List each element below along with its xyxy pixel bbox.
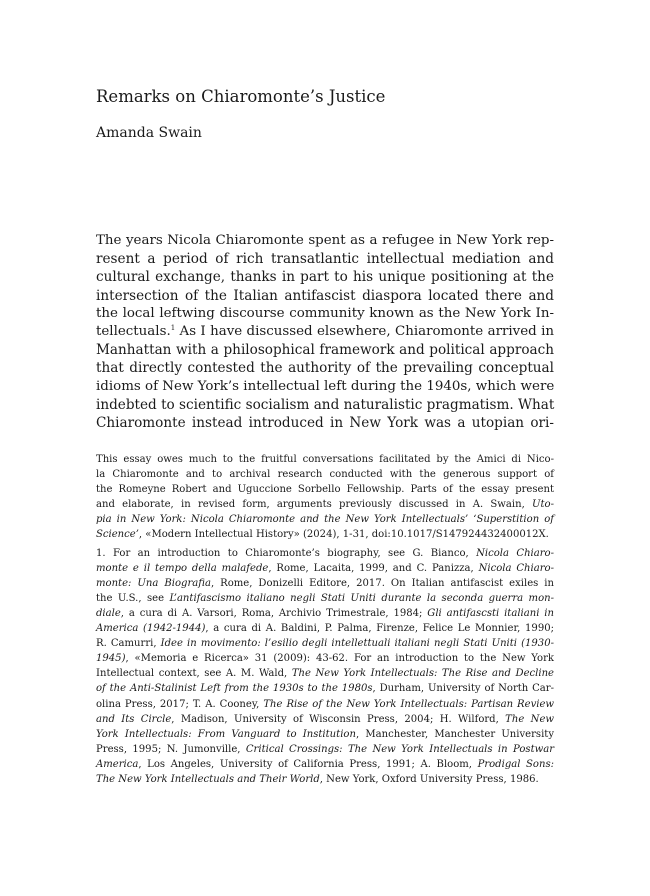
body-line: resent a period of rich transatlantic intellectual mediation and <box>96 251 554 268</box>
footnote-ref-1: 1 <box>170 323 176 332</box>
body-paragraph <box>96 232 554 432</box>
article-title: Remarks on Chiaromonte’s Justice <box>96 87 386 106</box>
body-line: tellectuals.$^1$ As I have discussed elsewhere, Chiaromonte arrived in <box>96 323 554 339</box>
body-line: intersection of the Italian antifascist diaspora located there and <box>96 287 554 304</box>
body-line: the local leftwing discourse community known as the New York In- <box>96 305 554 321</box>
note-line: and elaborate, in revised form, arguments previously discussed in A. Swain, Uto- <box>96 499 554 511</box>
note-line: 1. For an introduction to Chiaromonte’s biography, see G. Bianco, Nicola Chiaro- <box>96 547 555 559</box>
footnote-1 <box>96 546 554 788</box>
body-line: The years Nicola Chiaromonte spent as a refugee in New York rep- <box>96 233 554 248</box>
note-line: the U.S., see L’antifascismo italiano negli Stati Uniti durante la seconda guerra mon- <box>96 592 554 604</box>
note-line: America (1942-1944), a cura di A. Baldini, P. Palma, Firenze, Felice Le Monnier, 1990; <box>96 623 554 635</box>
note-line: This essay owes much to the fruitful conversations facilitated by the Amici di Nico- <box>96 454 554 465</box>
note-line: York Intellectuals: From Vanguard to Institution, Manchester, Manchester University <box>96 728 554 740</box>
body-line: Manhattan with a philosophical framework and political approach <box>96 342 554 359</box>
note-line: the Romeyne Robert and Uguccione Sorbello Fellowship. Parts of the essay present <box>96 484 554 496</box>
note-line: monte e il tempo della malafede, Rome, Lacaita, 1999, and C. Panizza, Nicola Chiaro- <box>96 562 554 574</box>
note-line: Press, 1995; N. Jumonville, Critical Crossings: The New York Intellectuals in Postwar <box>96 743 554 755</box>
note-line: and Its Circle, Madison, University of Wisconsin Press, 2004; H. Wilford, The New <box>96 713 554 725</box>
note-line: pia in New York: Nicola Chiaromonte and the New York Intellectuals’ ‘Superstition of <box>96 514 554 526</box>
note-line: America, Los Angeles, University of California Press, 1991; A. Bloom, Prodigal Sons: <box>96 758 554 770</box>
note-line: Science’, «Modern Intellectual History» (2024), 1-31, doi:10.1017/S147924432400012X. <box>96 529 549 541</box>
body-line: cultural exchange, thanks in part to his unique positioning at the <box>96 269 554 286</box>
footnotes <box>96 452 554 787</box>
note-line: la Chiaromonte and to archival research conducted with the generous support of <box>96 469 554 481</box>
body-line: idioms of New York’s intellectual left during the 1940s, which were <box>96 378 555 394</box>
note-line: olina Press, 2017; T. A. Cooney, The Rise of the New York Intellectuals: Partisan Review <box>96 698 554 710</box>
note-line: of the Anti-Stalinist Left from the 1930s to the 1980s, Durham, University of North Car- <box>96 683 554 695</box>
note-line: 1945), «Memoria e Ricerca» 31 (2009): 43-62. For an introduction to the New York <box>96 653 554 665</box>
body-line: indebted to scientific socialism and naturalistic pragmatism. What <box>96 396 555 413</box>
article-author: Amanda Swain <box>96 125 202 141</box>
note-line: Intellectual context, see A. M. Wald, The New York Intellectuals: The Rise and Decline <box>96 668 554 680</box>
note-line: monte: Una Biografia, Rome, Donizelli Editore, 2017. On Italian antifascist exiles in <box>96 577 554 589</box>
body-line: Chiaromonte instead introduced in New York was a utopian ori- <box>96 414 554 431</box>
acknowledgement-note <box>96 452 554 543</box>
body-line: that directly contested the authority of the prevailing conceptual <box>96 360 554 377</box>
note-line: The New York Intellectuals and Their World, New York, Oxford University Press, 1986. <box>96 773 539 785</box>
note-line: diale, a cura di A. Varsori, Roma, Archivio Trimestrale, 1984; Gli antifascsti italiani in <box>96 607 554 619</box>
note-line: R. Camurri, Idee in movimento: l’esilio degli intellettuali italiani negli Stati Uniti (1930- <box>96 638 554 650</box>
